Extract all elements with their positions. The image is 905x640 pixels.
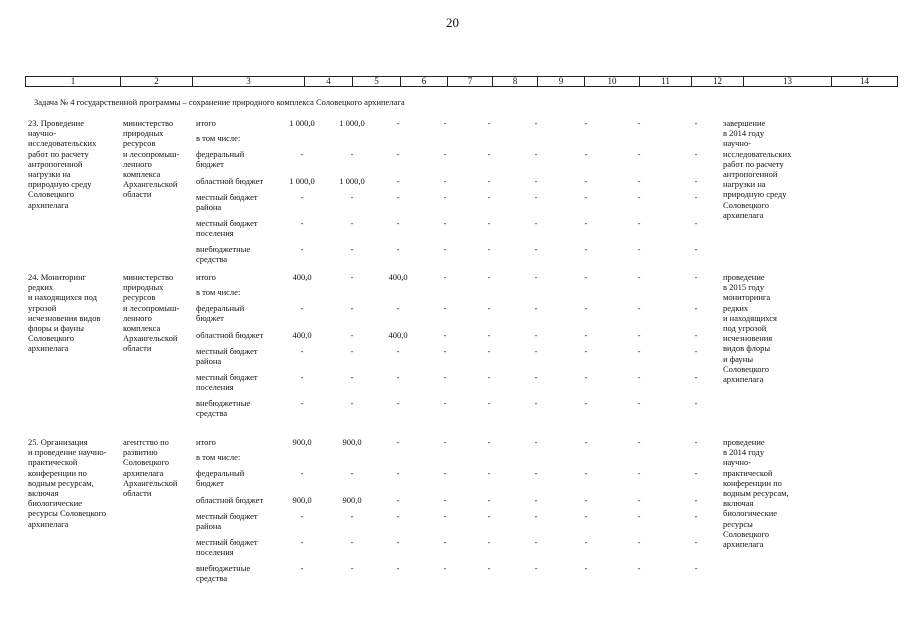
funding-source-label: в том числе:	[196, 133, 241, 143]
measure-name: 24. Мониторинг редких и находящихся под угрозой исчезновения видов флоры и фауны Соловецкого архипелага	[28, 272, 101, 354]
funding-row	[196, 563, 816, 583]
amount-c10: -	[584, 398, 588, 408]
amount-c12: -	[694, 346, 698, 356]
funding-source-label: областной бюджет	[196, 176, 264, 186]
amount-c5: -	[350, 244, 354, 254]
amount-c8: -	[487, 346, 491, 356]
funding-source-label: местный бюджет поселения	[196, 218, 258, 238]
amount-c11: -	[637, 118, 641, 128]
amount-c12: -	[694, 176, 698, 186]
header-col-3: 3	[193, 77, 305, 87]
amount-c8: -	[487, 218, 491, 228]
header-col-8: 8	[493, 77, 538, 87]
amount-c5: -	[350, 149, 354, 159]
amount-c7: -	[443, 372, 447, 382]
amount-c5: -	[350, 511, 354, 521]
funding-source-label: местный бюджет района	[196, 192, 258, 212]
funding-source-label: федеральный бюджет	[196, 468, 245, 488]
amount-c4: -	[300, 511, 304, 521]
amount-c10: -	[584, 192, 588, 202]
amount-c7: -	[443, 176, 447, 186]
amount-c10: -	[584, 346, 588, 356]
executor: министерство природных ресурсов и лесопромыш- ленного комплекса Архангельской области	[123, 118, 180, 200]
amount-c6: -	[396, 468, 400, 478]
amount-c6: -	[396, 563, 400, 573]
amount-c7: -	[443, 346, 447, 356]
amount-c12: -	[694, 398, 698, 408]
amount-c9: -	[534, 192, 538, 202]
header-col-6: 6	[401, 77, 448, 87]
amount-c7: -	[443, 303, 447, 313]
amount-c9: -	[534, 537, 538, 547]
amount-c9: -	[534, 398, 538, 408]
amount-c5: -	[350, 563, 354, 573]
amount-c4: -	[300, 192, 304, 202]
amount-c11: -	[637, 346, 641, 356]
amount-c10: -	[584, 563, 588, 573]
amount-c4: 900,0	[292, 437, 312, 447]
amount-c12: -	[694, 437, 698, 447]
amount-c4: 1 000,0	[289, 118, 315, 128]
amount-c7: -	[443, 218, 447, 228]
amount-c7: -	[443, 495, 447, 505]
amount-c11: -	[637, 303, 641, 313]
amount-c12: -	[694, 303, 698, 313]
amount-c11: -	[637, 437, 641, 447]
expected-result: проведение в 2014 году научно- практической конференции по водным ресурсам, включая биологические ресурсы Соловецкого архипелага	[723, 437, 789, 550]
amount-c4: 400,0	[292, 330, 312, 340]
funding-source-label: областной бюджет	[196, 495, 264, 505]
amount-c6: -	[396, 149, 400, 159]
amount-c8: -	[487, 437, 491, 447]
page-number: 20	[446, 15, 459, 30]
expected-result: проведение в 2015 году мониторинга редких и находящихся под угрозой исчезновения видов флоры и фауны Соловецкого архипелага	[723, 272, 777, 385]
funding-row	[196, 372, 816, 392]
executor: министерство природных ресурсов и лесопромыш- ленного комплекса Архангельской области	[123, 272, 180, 354]
header-col-7: 7	[448, 77, 493, 87]
amount-c7: -	[443, 149, 447, 159]
amount-c12: -	[694, 563, 698, 573]
amount-c9: -	[534, 149, 538, 159]
amount-c11: -	[637, 272, 641, 282]
amount-c11: -	[637, 218, 641, 228]
amount-c10: -	[584, 176, 588, 186]
funding-row	[196, 303, 816, 323]
amount-c12: -	[694, 244, 698, 254]
amount-c8: -	[487, 303, 491, 313]
amount-c8: -	[487, 537, 491, 547]
amount-c6: -	[396, 537, 400, 547]
amount-c8: -	[487, 398, 491, 408]
amount-c6: -	[396, 244, 400, 254]
amount-c6: 400,0	[388, 330, 408, 340]
amount-c6: -	[396, 118, 400, 128]
amount-c11: -	[637, 468, 641, 478]
amount-c8: -	[487, 244, 491, 254]
amount-c5: 900,0	[342, 495, 362, 505]
header-col-10: 10	[585, 77, 640, 87]
funding-source-label: федеральный бюджет	[196, 303, 245, 323]
amount-c5: -	[350, 272, 354, 282]
amount-c12: -	[694, 330, 698, 340]
amount-c11: -	[637, 330, 641, 340]
amount-c12: -	[694, 537, 698, 547]
amount-c10: -	[584, 537, 588, 547]
header-col-12: 12	[692, 77, 744, 87]
header-col-1: 1	[26, 77, 121, 87]
funding-row	[196, 218, 816, 238]
amount-c7: -	[443, 192, 447, 202]
amount-c4: -	[300, 537, 304, 547]
amount-c4: -	[300, 372, 304, 382]
amount-c12: -	[694, 468, 698, 478]
amount-c5: -	[350, 303, 354, 313]
amount-c8: -	[487, 372, 491, 382]
amount-c6: 400,0	[388, 272, 408, 282]
amount-c11: -	[637, 372, 641, 382]
amount-c10: -	[584, 330, 588, 340]
amount-c11: -	[637, 398, 641, 408]
amount-c11: -	[637, 511, 641, 521]
header-col-2: 2	[121, 77, 193, 87]
amount-c10: -	[584, 372, 588, 382]
amount-c5: -	[350, 398, 354, 408]
funding-source-label: федеральный бюджет	[196, 149, 245, 169]
funding-source-label: в том числе:	[196, 287, 241, 297]
header-col-11: 11	[640, 77, 692, 87]
amount-c8: -	[487, 563, 491, 573]
amount-c8: -	[487, 149, 491, 159]
amount-c9: -	[534, 330, 538, 340]
funding-row	[196, 244, 816, 264]
amount-c7: -	[443, 244, 447, 254]
amount-c9: -	[534, 511, 538, 521]
amount-c12: -	[694, 192, 698, 202]
amount-c12: -	[694, 495, 698, 505]
column-number-header	[25, 76, 898, 87]
amount-c9: -	[534, 372, 538, 382]
amount-c6: -	[396, 303, 400, 313]
funding-row	[196, 537, 816, 557]
amount-c4: -	[300, 149, 304, 159]
amount-c10: -	[584, 118, 588, 128]
header-col-13: 13	[744, 77, 832, 87]
funding-row	[196, 468, 816, 488]
measure-name: 23. Проведение научно- исследовательских работ по расчету антропогенной нагрузки на природную среду Соловецкого архипелага	[28, 118, 97, 210]
funding-source-label: местный бюджет района	[196, 511, 258, 531]
task-title: Задача № 4 государственной программы – сохранение природного комплекса Соловецкого архипелага	[34, 97, 405, 107]
amount-c5: -	[350, 192, 354, 202]
funding-source-label: местный бюджет района	[196, 346, 258, 366]
amount-c6: -	[396, 398, 400, 408]
amount-c9: -	[534, 218, 538, 228]
amount-c7: -	[443, 272, 447, 282]
header-col-4: 4	[305, 77, 353, 87]
amount-c4: -	[300, 398, 304, 408]
amount-c6: -	[396, 495, 400, 505]
amount-c5: -	[350, 346, 354, 356]
executor: агентство по развитию Соловецкого архипелага Архангельской области	[123, 437, 178, 499]
amount-c9: -	[534, 468, 538, 478]
funding-source-label: внебюджетные средства	[196, 398, 251, 418]
amount-c11: -	[637, 537, 641, 547]
amount-c9: -	[534, 563, 538, 573]
amount-c9: -	[534, 176, 538, 186]
amount-c6: -	[396, 346, 400, 356]
amount-c7: -	[443, 511, 447, 521]
amount-c12: -	[694, 118, 698, 128]
amount-c8: -	[487, 272, 491, 282]
amount-c12: -	[694, 511, 698, 521]
amount-c4: -	[300, 218, 304, 228]
funding-row	[196, 346, 816, 366]
amount-c6: -	[396, 218, 400, 228]
amount-c7: -	[443, 468, 447, 478]
amount-c11: -	[637, 495, 641, 505]
amount-c6: -	[396, 372, 400, 382]
amount-c11: -	[637, 244, 641, 254]
amount-c5: 1 000,0	[339, 176, 365, 186]
amount-c6: -	[396, 511, 400, 521]
amount-c4: -	[300, 303, 304, 313]
amount-c12: -	[694, 149, 698, 159]
header-col-9: 9	[538, 77, 585, 87]
amount-c10: -	[584, 303, 588, 313]
amount-c4: -	[300, 244, 304, 254]
amount-c10: -	[584, 511, 588, 521]
amount-c8: -	[487, 330, 491, 340]
header-col-5: 5	[353, 77, 401, 87]
amount-c8: -	[487, 495, 491, 505]
amount-c10: -	[584, 437, 588, 447]
amount-c6: -	[396, 192, 400, 202]
amount-c5: -	[350, 537, 354, 547]
amount-c9: -	[534, 118, 538, 128]
amount-c5: -	[350, 330, 354, 340]
amount-c10: -	[584, 272, 588, 282]
funding-source-label: внебюджетные средства	[196, 244, 251, 264]
amount-c9: -	[534, 303, 538, 313]
funding-source-label: в том числе:	[196, 452, 241, 462]
amount-c7: -	[443, 330, 447, 340]
expected-result: завершение в 2014 году научно- исследовательских работ по расчету антропогенной нагрузки на природную среду Соловецкого архипелага	[723, 118, 792, 220]
measure-name: 25. Организация и проведение научно- практической конференции по водным ресурсам, включая биологические ресурсы Соловецкого архипелага	[28, 437, 107, 529]
amount-c8: -	[487, 468, 491, 478]
amount-c7: -	[443, 437, 447, 447]
amount-c7: -	[443, 537, 447, 547]
amount-c12: -	[694, 272, 698, 282]
amount-c12: -	[694, 372, 698, 382]
funding-source-label: итого	[196, 272, 216, 282]
amount-c7: -	[443, 398, 447, 408]
amount-c11: -	[637, 176, 641, 186]
amount-c11: -	[637, 192, 641, 202]
funding-source-label: местный бюджет поселения	[196, 537, 258, 557]
amount-c8: -	[487, 192, 491, 202]
amount-c4: -	[300, 468, 304, 478]
amount-c5: -	[350, 468, 354, 478]
amount-c5: -	[350, 372, 354, 382]
amount-c5: -	[350, 218, 354, 228]
amount-c12: -	[694, 218, 698, 228]
funding-row	[196, 192, 816, 212]
funding-row	[196, 149, 816, 169]
amount-c9: -	[534, 495, 538, 505]
amount-c10: -	[584, 218, 588, 228]
amount-c7: -	[443, 118, 447, 128]
amount-c10: -	[584, 468, 588, 478]
amount-c8: -	[487, 511, 491, 521]
amount-c6: -	[396, 176, 400, 186]
funding-source-label: итого	[196, 437, 216, 447]
amount-c9: -	[534, 244, 538, 254]
amount-c5: 1 000,0	[339, 118, 365, 128]
funding-row	[196, 398, 816, 418]
amount-c10: -	[584, 244, 588, 254]
amount-c4: -	[300, 346, 304, 356]
amount-c11: -	[637, 149, 641, 159]
amount-c5: 900,0	[342, 437, 362, 447]
amount-c8: -	[487, 118, 491, 128]
funding-source-label: местный бюджет поселения	[196, 372, 258, 392]
amount-c10: -	[584, 149, 588, 159]
funding-source-label: внебюджетные средства	[196, 563, 251, 583]
funding-row	[196, 511, 816, 531]
amount-c4: -	[300, 563, 304, 573]
amount-c9: -	[534, 346, 538, 356]
amount-c9: -	[534, 272, 538, 282]
amount-c7: -	[443, 563, 447, 573]
amount-c11: -	[637, 563, 641, 573]
amount-c4: 400,0	[292, 272, 312, 282]
header-col-14: 14	[832, 77, 898, 87]
amount-c9: -	[534, 437, 538, 447]
amount-c8: -	[487, 176, 491, 186]
amount-c4: 1 000,0	[289, 176, 315, 186]
amount-c10: -	[584, 495, 588, 505]
amount-c6: -	[396, 437, 400, 447]
funding-source-label: областной бюджет	[196, 330, 264, 340]
amount-c4: 900,0	[292, 495, 312, 505]
funding-source-label: итого	[196, 118, 216, 128]
